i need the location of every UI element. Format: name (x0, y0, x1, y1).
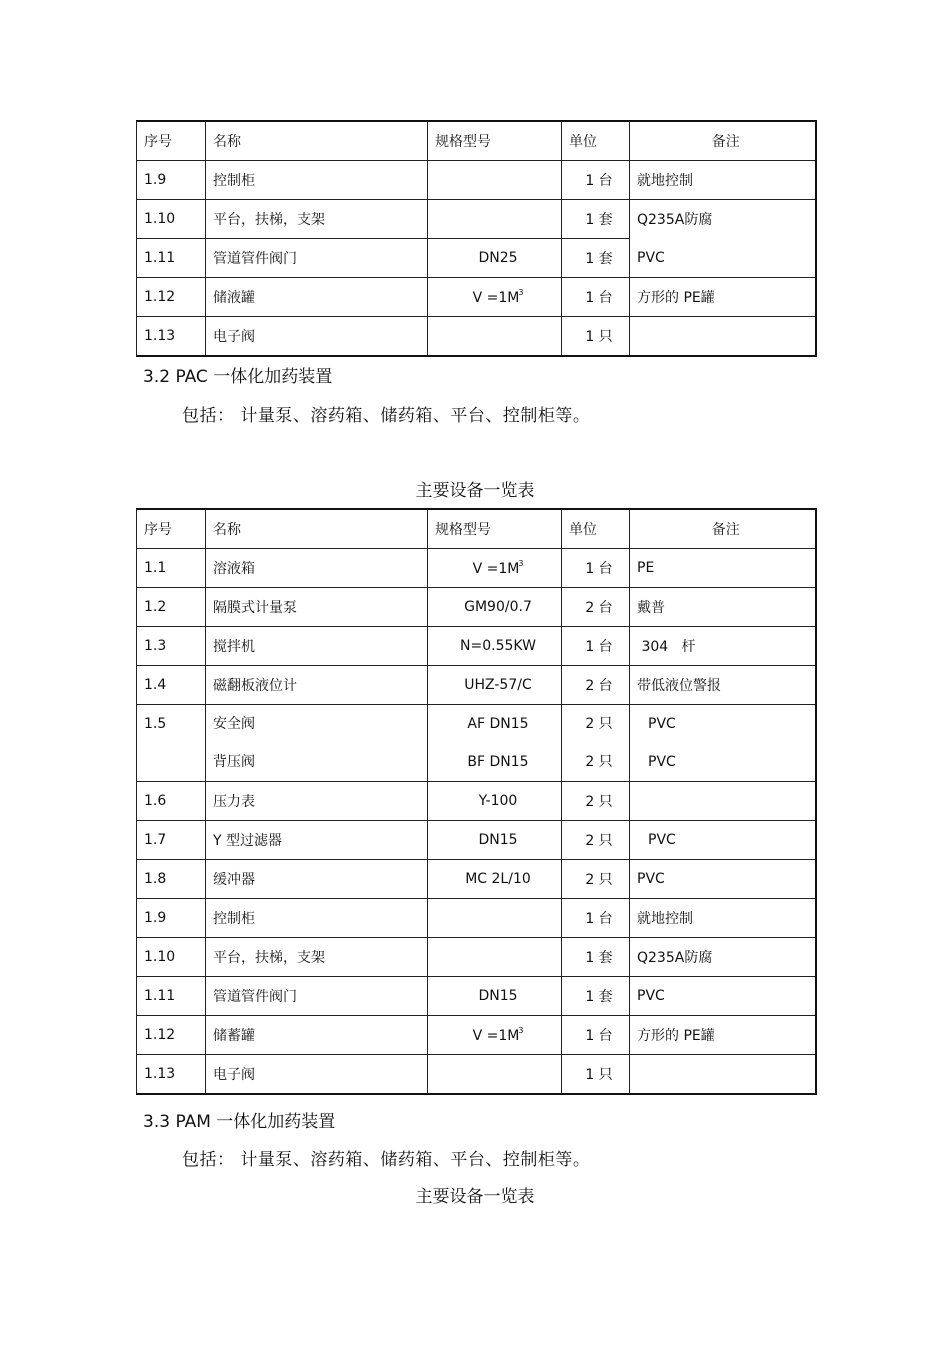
cell-name: 储液罐 (206, 278, 428, 317)
spec-line-1: AF DN15 (467, 716, 529, 732)
header-unit: 单位 (562, 509, 630, 549)
cell-spec: GM90/0.7 (428, 588, 562, 627)
cell-unit: 1 台 (562, 899, 630, 938)
cell-unit (562, 705, 630, 782)
cell-no: 1.9 (137, 161, 206, 200)
table-row (137, 977, 816, 1016)
header-spec: 规格型号 (428, 121, 562, 161)
name-line-1: 安全阀 (213, 716, 255, 732)
spec-superscript: 3 (518, 559, 524, 568)
table-row (137, 627, 816, 666)
table-header-row (137, 121, 816, 161)
cell-name: 电子阀 (206, 317, 428, 357)
cell-note: PVC (630, 977, 816, 1016)
spec-superscript: 3 (518, 1026, 524, 1035)
header-no: 序号 (137, 121, 206, 161)
cell-note: 方形的 PE罐 (630, 278, 816, 317)
cell-spec (428, 1055, 562, 1095)
cell-no: 1.13 (137, 317, 206, 357)
header-no: 序号 (137, 509, 206, 549)
header-note: 备注 (630, 121, 816, 161)
cell-no: 1.10 (137, 938, 206, 977)
cell-unit: 1 台 (562, 549, 630, 588)
table-row (137, 899, 816, 938)
header-name: 名称 (206, 121, 428, 161)
cell-name: 控制柜 (206, 899, 428, 938)
table-row (137, 821, 816, 860)
cell-spec: DN15 (428, 821, 562, 860)
cell-no: 1.11 (137, 239, 206, 278)
cell-note: Q235A防腐 (630, 938, 816, 977)
note-line-1: PVC (648, 716, 676, 732)
cell-unit: 2 只 (562, 821, 630, 860)
cell-unit: 1 套 (562, 200, 630, 239)
cell-name: 压力表 (206, 782, 428, 821)
cell-no: 1.3 (137, 627, 206, 666)
cell-note: 304 杆 (630, 627, 816, 666)
cell-note (630, 782, 816, 821)
cell-note: 就地控制 (630, 899, 816, 938)
cell-spec (428, 899, 562, 938)
name-line-2: 背压阀 (213, 754, 255, 770)
table-row (137, 239, 816, 278)
cell-no: 1.13 (137, 1055, 206, 1095)
table-2-caption: 主要设备一览表 (415, 481, 535, 501)
cell-no: 1.6 (137, 782, 206, 821)
cell-unit: 2 只 (562, 860, 630, 899)
cell-no (137, 705, 206, 782)
cell-note (630, 317, 816, 357)
cell-note: Q235A防腐 (630, 200, 816, 239)
cell-unit: 1 台 (562, 278, 630, 317)
cell-note: PVC (630, 821, 816, 860)
cell-spec: N=0.55KW (428, 627, 562, 666)
table-row (137, 278, 816, 317)
table-row (137, 938, 816, 977)
cell-spec: DN15 (428, 977, 562, 1016)
cell-name: 控制柜 (206, 161, 428, 200)
equipment-table-1 (136, 120, 817, 357)
cell-name: Y 型过滤器 (206, 821, 428, 860)
cell-name: 储蓄罐 (206, 1016, 428, 1055)
header-name: 名称 (206, 509, 428, 549)
cell-name: 搅拌机 (206, 627, 428, 666)
cell-name: 管道管件阀门 (206, 977, 428, 1016)
unit-line-1: 2 只 (585, 716, 613, 732)
cell-no: 1.9 (137, 899, 206, 938)
table-row (137, 860, 816, 899)
cell-no: 1.12 (137, 1016, 206, 1055)
cell-name: 隔膜式计量泵 (206, 588, 428, 627)
header-spec: 规格型号 (428, 509, 562, 549)
cell-no: 1.12 (137, 278, 206, 317)
cell-unit: 1 只 (562, 1055, 630, 1095)
table-row (137, 1055, 816, 1095)
table-row (137, 317, 816, 357)
cell-unit: 1 只 (562, 317, 630, 357)
cell-spec: MC 2L/10 (428, 860, 562, 899)
cell-unit: 2 只 (562, 782, 630, 821)
table-row (137, 1016, 816, 1055)
cell-name (206, 705, 428, 782)
table-row (137, 705, 816, 782)
cell-note: PE (630, 549, 816, 588)
cell-unit: 2 台 (562, 588, 630, 627)
cell-no: 1.11 (137, 977, 206, 1016)
cell-spec: DN25 (428, 239, 562, 278)
header-note: 备注 (630, 509, 816, 549)
spec-text: V =1M (472, 561, 520, 577)
table-row (137, 666, 816, 705)
cell-no: 1.2 (137, 588, 206, 627)
table-row (137, 200, 816, 239)
cell-note: 带低液位警报 (630, 666, 816, 705)
cell-name: 平台，扶梯，支架 (206, 200, 428, 239)
section-3-2-includes: 包括： 计量泵、溶药箱、储药箱、平台、控制柜等。 (182, 406, 591, 426)
cell-spec (428, 278, 562, 317)
cell-unit: 1 台 (562, 161, 630, 200)
cell-spec: UHZ-57/C (428, 666, 562, 705)
cell-note (630, 1055, 816, 1095)
row-number: 1.5 (144, 716, 167, 732)
header-unit: 单位 (562, 121, 630, 161)
cell-note: 就地控制 (630, 161, 816, 200)
cell-note: 方形的 PE罐 (630, 1016, 816, 1055)
cell-spec (428, 1016, 562, 1055)
cell-name: 管道管件阀门 (206, 239, 428, 278)
section-3-3-includes: 包括： 计量泵、溶药箱、储药箱、平台、控制柜等。 (182, 1150, 591, 1170)
cell-name: 电子阀 (206, 1055, 428, 1095)
cell-spec (428, 161, 562, 200)
cell-spec (428, 705, 562, 782)
cell-name: 溶液箱 (206, 549, 428, 588)
cell-spec (428, 549, 562, 588)
table-row (137, 782, 816, 821)
cell-unit: 1 套 (562, 938, 630, 977)
cell-unit: 1 套 (562, 977, 630, 1016)
cell-unit: 1 台 (562, 627, 630, 666)
note-line-2: PVC (648, 754, 676, 770)
equipment-table-2 (136, 508, 817, 1095)
cell-no: 1.8 (137, 860, 206, 899)
cell-note: PVC (630, 860, 816, 899)
cell-spec: Y-100 (428, 782, 562, 821)
table-row (137, 549, 816, 588)
spec-superscript: 3 (518, 288, 524, 297)
spec-text: V =1M (472, 1028, 520, 1044)
cell-spec (428, 938, 562, 977)
spec-text: V =1M (472, 290, 520, 306)
cell-no: 1.4 (137, 666, 206, 705)
cell-spec (428, 200, 562, 239)
table-row (137, 161, 816, 200)
cell-note (630, 705, 816, 782)
cell-unit: 1 套 (562, 239, 630, 278)
section-3-2-title: 3.2 PAC 一体化加药装置 (143, 367, 333, 387)
cell-no: 1.10 (137, 200, 206, 239)
cell-no: 1.7 (137, 821, 206, 860)
cell-note: PVC (630, 239, 816, 278)
cell-unit: 1 台 (562, 1016, 630, 1055)
cell-name: 平台，扶梯，支架 (206, 938, 428, 977)
table-3-caption: 主要设备一览表 (415, 1187, 535, 1207)
table-header-row (137, 509, 816, 549)
cell-no: 1.1 (137, 549, 206, 588)
unit-line-2: 2 只 (585, 754, 613, 770)
cell-note: 戴普 (630, 588, 816, 627)
table-row (137, 588, 816, 627)
spec-line-2: BF DN15 (467, 754, 529, 770)
cell-unit: 2 台 (562, 666, 630, 705)
section-3-3-title: 3.3 PAM 一体化加药装置 (143, 1112, 336, 1132)
cell-spec (428, 317, 562, 357)
cell-name: 缓冲器 (206, 860, 428, 899)
cell-name: 磁翻板液位计 (206, 666, 428, 705)
